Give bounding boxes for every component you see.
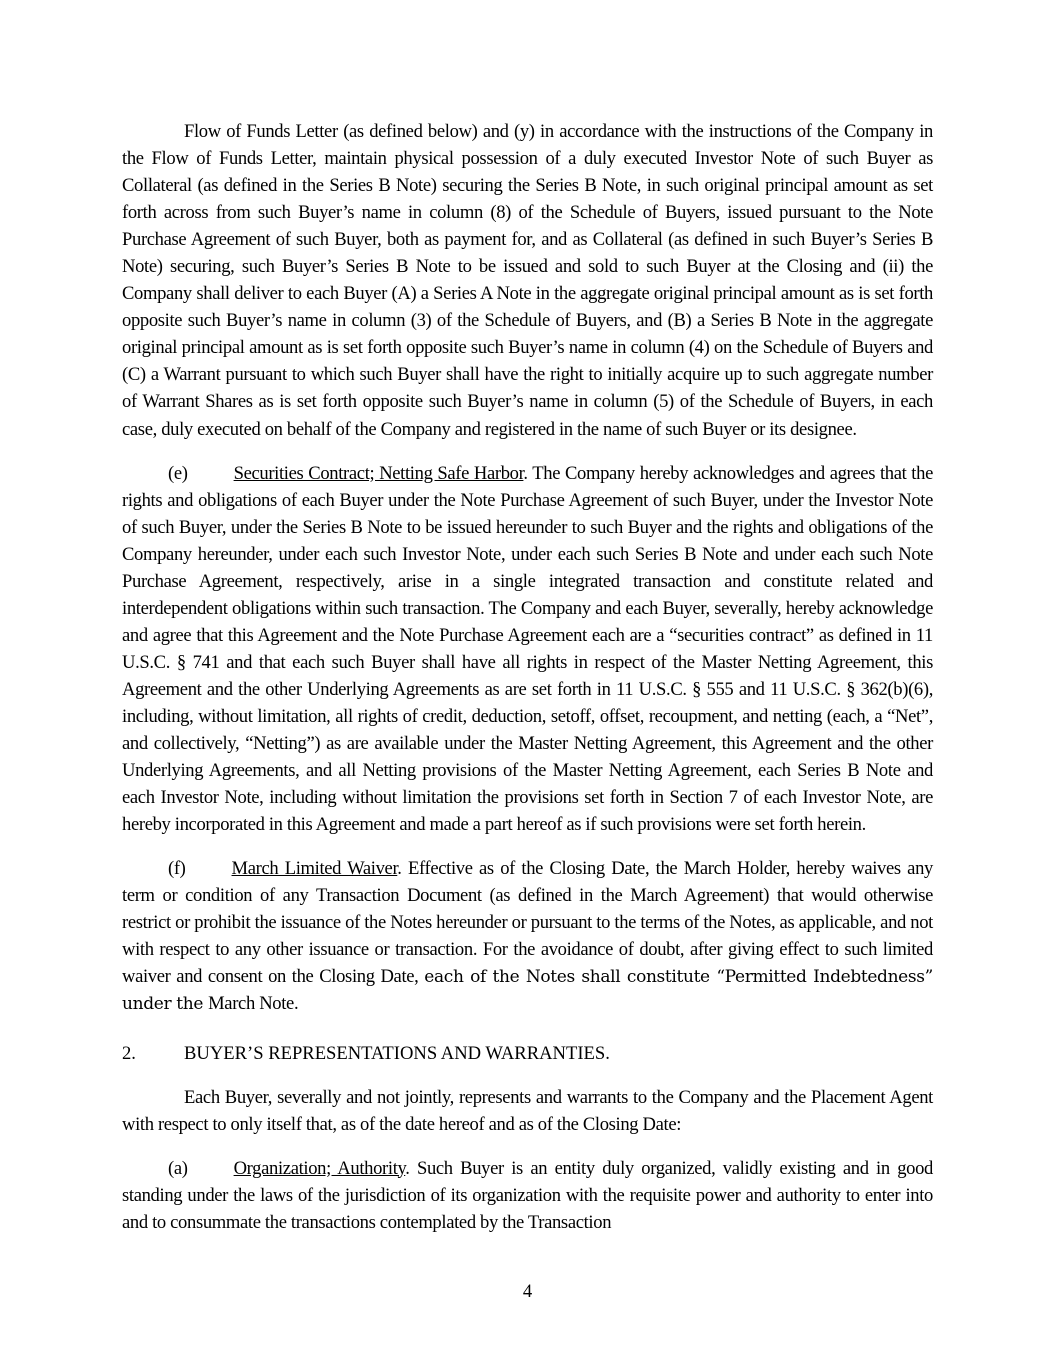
paragraph-heading-organization-authority: Organization; Authority — [233, 1157, 406, 1179]
paragraph-heading-march-limited-waiver: March Limited Waiver — [231, 858, 398, 880]
page-number: 4 — [522, 1281, 533, 1302]
paragraph-label-f: (f) — [168, 858, 186, 880]
paragraph-label-e: (e) — [168, 462, 188, 484]
document-body — [122, 118, 933, 1236]
paragraph-text-securities-contract: . The Company hereby acknowledges and agrees that the rights and obligations of each Buyer under the Note Purchase Agreement of such Buyer, under the Investor Note of such Buyer, under the Series B Note to be issued hereunder to such Buyer and the rights and obligations of the Company hereunder, under each such Investor Note, under each such Series B Note and under each such Note Purchase Agreement, respectively, arise in a single integrated transaction and constitute related and interdependent obligations within such transaction. The Company and each Buyer, severally, hereby acknowledge and agree that this Agreement and the Note Purchase Agreement each are a “securities contract” as defined in 11 U.S.C. § 741 and that each such Buyer shall have all rights in respect of the Master Netting Agreement, this Agreement and the other Underlying Agreements as are set forth in 11 U.S.C. § 555 and 11 U.S.C. § 362(b)(6), including, without limitation, all rights of credit, deduction, setoff, offset, recoupment, and netting (each, a “Net”, and collectively, “Netting”) as are available under the Master Netting Agreement, this Agreement and the other Underlying Agreements, and all Netting provisions of the Master Netting Agreement, each Series B Note and each Investor Note, including without limitation the provisions set forth in Section 7 of each Investor Note, are hereby incorporated in this Agreement and made a part hereof as if such provisions were set forth herein. — [122, 462, 933, 836]
paragraph-heading-securities-contract: Securities Contract; Netting Safe Harbor — [233, 462, 524, 484]
paragraph-text-organization-authority: . Such Buyer is an entity duly organized, validly existing and in good standing under the laws of the jurisdiction of its organization with the requisite power and authority to enter into and to consummate the transactions contemplated by the Transaction — [122, 1157, 933, 1233]
paragraph-organization-authority — [122, 1155, 933, 1236]
paragraph-securities-contract — [122, 460, 933, 839]
paragraph-march-limited-waiver — [122, 855, 933, 1017]
paragraph-text-march-limited-waiver-alt: each of the Notes shall constitute “Permitted Indebtedness” under the — [122, 967, 933, 1015]
section-title: BUYER’S REPRESENTATIONS AND WARRANTIES. — [184, 1042, 610, 1064]
section-number: 2. — [122, 1042, 136, 1064]
paragraph-text-march-limited-waiver-tail: March Note. — [208, 993, 299, 1015]
section-heading-buyer-representations — [122, 1040, 933, 1067]
paragraph-label-a: (a) — [168, 1157, 188, 1179]
paragraph-text-march-limited-waiver: . Effective as of the Closing Date, the March Holder, hereby waives any term or condition of any Transaction Document (as defined in the March Agreement) that would otherwise restrict or prohibit the issuance of the Notes hereunder or pursuant to the terms of the Notes, as applicable, and not with respect to any other issuance or transaction. For the avoidance of doubt, after giving effect to such limited waiver and consent on the Closing Date, — [122, 858, 933, 988]
paragraph-continuation: Flow of Funds Letter (as defined below) and (y) in accordance with the instructions of the Company in the Flow of Funds Letter, maintain physical possession of a duly executed Investor Note of such Buyer as Collateral (as defined in the Series B Note) securing the Series B Note, in such original principal amount as set forth across from such Buyer’s name in column (8) of the Schedule of Buyers, issued pursuant to the Note Purchase Agreement of such Buyer, both as payment for, and as Collateral (as defined in such Buyer’s Series B Note) securing, such Buyer’s Series B Note to be issued and sold to such Buyer at the Closing and (ii) the Company shall deliver to each Buyer (A) a Series A Note in the aggregate original principal amount as is set forth opposite such Buyer’s name in column (3) of the Schedule of Buyers, and (B) a Series B Note in the aggregate original principal amount as is set forth opposite such Buyer’s name in column (4) on the Schedule of Buyers and (C) a Warrant pursuant to which such Buyer shall have the right to initially acquire up to such aggregate number of Warrant Shares as is set forth opposite such Buyer’s name in column (5) of the Schedule of Buyers, in each case, duly executed on behalf of the Company and registered in the name of such Buyer or its designee. — [122, 121, 933, 440]
paragraph-each-buyer: Each Buyer, severally and not jointly, represents and warrants to the Company and the Placement Agent with respect to only itself that, as of the date hereof and as of the Closing Date: — [122, 1086, 933, 1135]
